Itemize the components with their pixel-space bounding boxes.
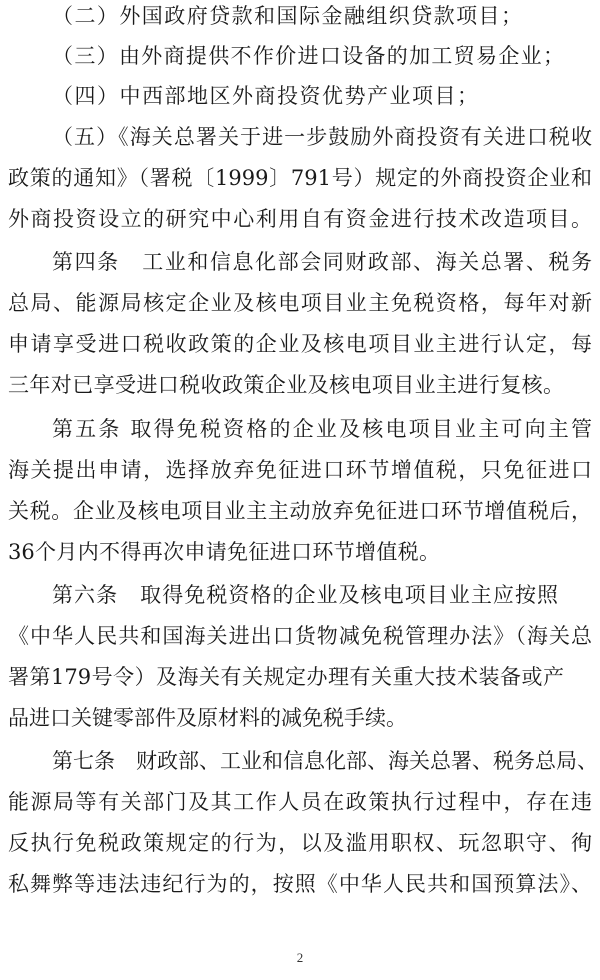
text-line: 私舞弊等违法违纪行为的，按照《中华人民共和国预算法》、 (8, 872, 592, 896)
text-line: 外商投资设立的研究中心利用自有资金进行技术改造项目。 (8, 207, 592, 231)
text-line: 反执行免税政策规定的行为，以及滥用职权、玩忽职守、徇 (8, 831, 592, 855)
article-5-heading-line: 第五条 取得免税资格的企业及核电项目业主可向主管 (52, 417, 592, 441)
page-number: 2 (296, 950, 304, 965)
text-line: 海关提出申请，选择放弃免征进口环节增值税，只免征进口 (8, 458, 592, 482)
text-line: （四）中西部地区外商投资优势产业项目； (52, 84, 478, 108)
text-line: 申请享受进口税收政策的企业及核电项目业主进行认定，每 (8, 332, 592, 356)
text-line: （二）外国政府贷款和国际金融组织贷款项目； (52, 4, 522, 28)
article-7-heading-line: 第七条 财政部、工业和信息化部、海关总署、税务总局、 (52, 749, 598, 773)
text-line: 品进口关键零部件及原材料的减免税手续。 (8, 706, 407, 730)
text-line: 《中华人民共和国海关进出口货物减免税管理办法》（海关总 (8, 624, 592, 648)
text-line: 36个月内不得再次申请免征进口环节增值税。 (8, 540, 440, 564)
text-line: 三年对已享受进口税收政策企业及核电项目业主进行复核。 (8, 373, 564, 397)
text-line: （三）由外商提供不作价进口设备的加工贸易企业； (52, 44, 564, 68)
text-line: 政策的通知》（署税〔1999〕791号）规定的外商投资企业和 (8, 166, 592, 190)
text-line: 总局、能源局核定企业及核电项目业主免税资格，每年对新 (8, 291, 592, 315)
text-line: 能源局等有关部门及其工作人员在政策执行过程中，存在违 (8, 790, 592, 814)
text-line: 署第179号令）及海关有关规定办理有关重大技术装备或产 (8, 665, 564, 689)
article-4-heading-line: 第四条 工业和信息化部会同财政部、海关总署、税务 (52, 250, 592, 274)
text-line: （五）《海关总署关于进一步鼓励外商投资有关进口税收 (52, 125, 592, 149)
article-6-heading-line: 第六条 取得免税资格的企业及核电项目业主应按照 (52, 583, 558, 607)
text-line: 关税。企业及核电项目业主主动放弃免征进口环节增值税后， (8, 499, 592, 523)
